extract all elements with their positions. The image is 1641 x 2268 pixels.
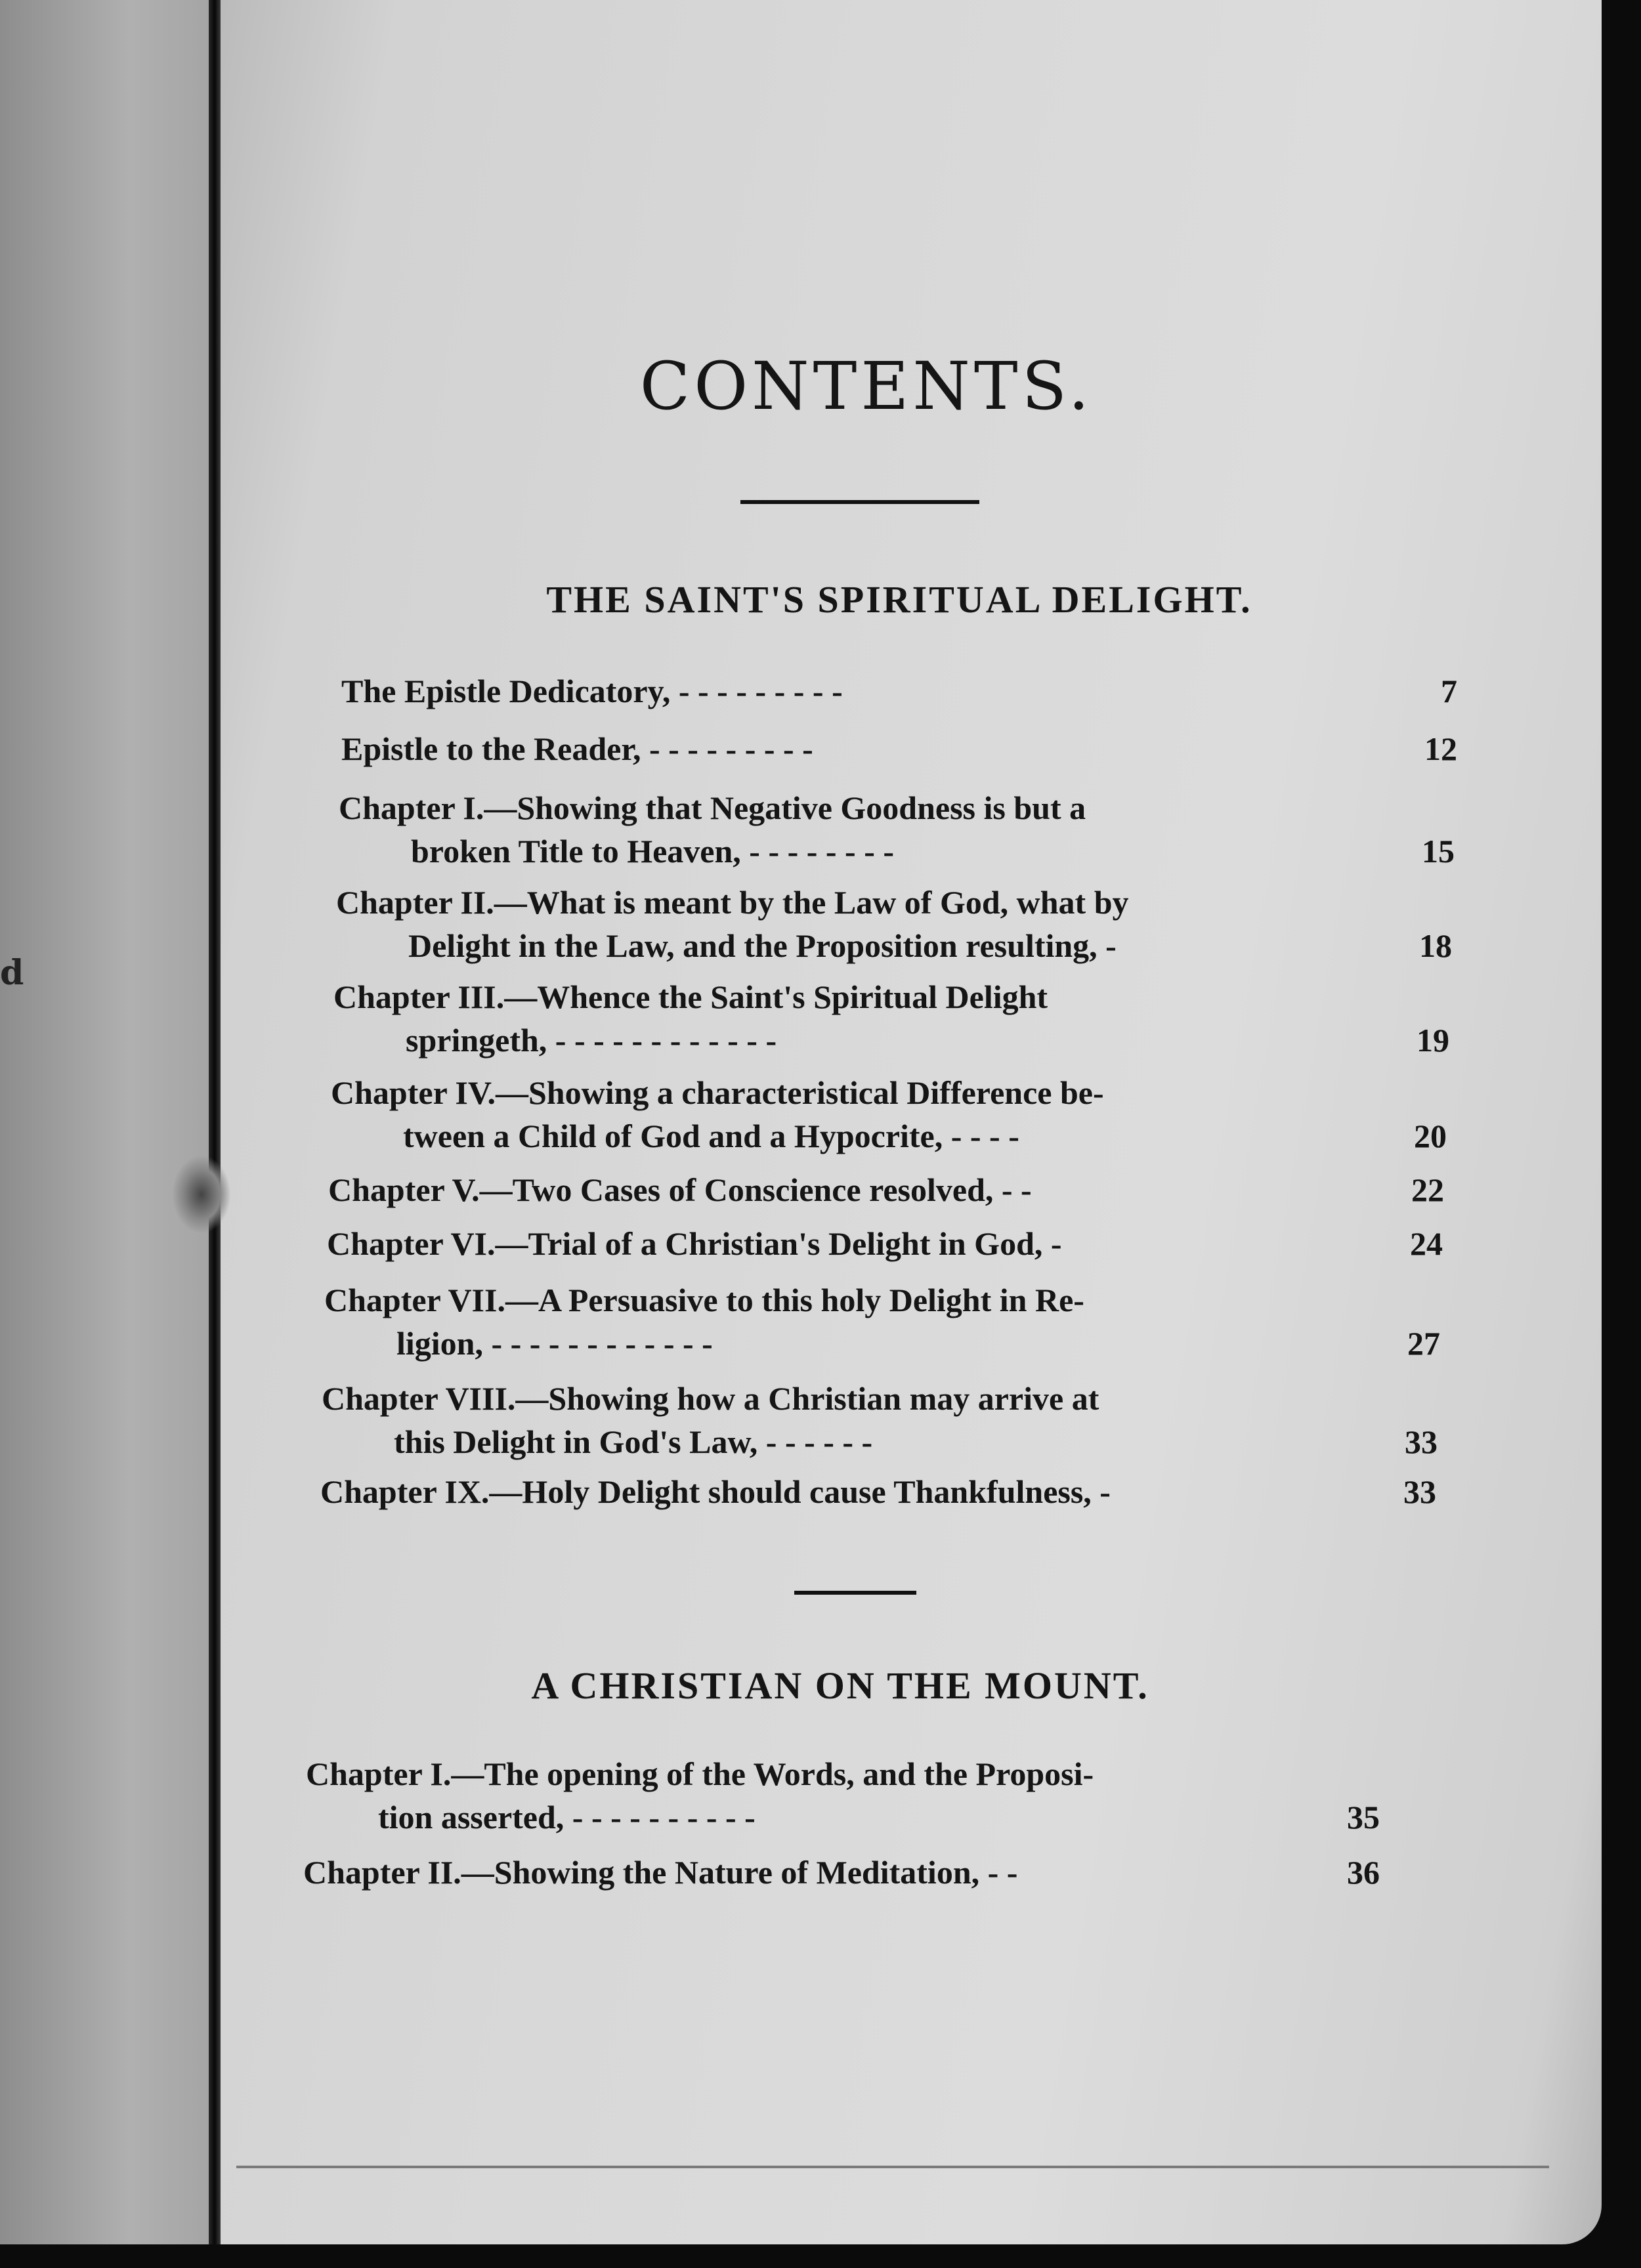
toc-entry-line: Chapter VIII.—Showing how a Christian may arrive at <box>322 1380 1099 1417</box>
toc-entry-line: Chapter III.—Whence the Saint's Spiritual Delight <box>333 978 1048 1015</box>
toc-entry-line: Epistle to the Reader, - - - - - - - - - <box>341 730 813 767</box>
toc-page-number: 18 <box>1419 927 1452 964</box>
toc-page-number: 36 <box>1347 1854 1380 1891</box>
toc-entry-line: this Delight in God's Law, - - - - - - <box>394 1423 873 1460</box>
toc-page-number: 19 <box>1417 1022 1449 1059</box>
toc-entry-line: springeth, - - - - - - - - - - - - <box>406 1022 777 1059</box>
section-divider <box>794 1591 916 1595</box>
toc-page-number: 20 <box>1414 1118 1447 1154</box>
toc-entry-line: Chapter I.—The opening of the Words, and the Proposi- <box>306 1755 1094 1792</box>
contents-page <box>276 0 1457 2244</box>
toc-entry-line: Chapter VII.—A Persuasive to this holy Delight in Re- <box>324 1282 1084 1318</box>
toc-entry <box>336 881 1452 967</box>
toc-entry <box>322 1377 1438 1463</box>
section-heading: THE SAINT'S SPIRITUAL DELIGHT. <box>546 578 1252 621</box>
toc-page-number: 12 <box>1424 730 1457 767</box>
toc-entry <box>341 669 1457 713</box>
toc-entry-line: Chapter IX.—Holy Delight should cause Thankfulness, - <box>320 1473 1111 1510</box>
toc-page-number: 22 <box>1411 1171 1444 1208</box>
page-title: CONTENTS. <box>639 348 1094 425</box>
toc-entry-line: tion asserted, - - - - - - - - - - <box>378 1799 756 1836</box>
toc-page-number: 35 <box>1347 1799 1380 1836</box>
toc-entry-line: Delight in the Law, and the Proposition resulting, - <box>408 927 1117 964</box>
toc-entry-line: tween a Child of God and a Hypocrite, - - - - <box>403 1118 1019 1154</box>
facing-page-edge <box>0 0 217 2244</box>
toc-page-number: 24 <box>1410 1225 1443 1262</box>
toc-entry-line: ligion, - - - - - - - - - - - - <box>396 1325 713 1362</box>
facing-page-text-fragment: d <box>0 953 24 993</box>
toc-entry-line: broken Title to Heaven, - - - - - - - - <box>411 833 895 870</box>
toc-page-number: 27 <box>1407 1325 1440 1362</box>
toc-entry <box>333 975 1449 1062</box>
toc-entry <box>303 1851 1380 1894</box>
toc-entry-line: Chapter VI.—Trial of a Christian's Delight in God, - <box>327 1225 1062 1262</box>
toc-entry-line: Chapter IV.—Showing a characteristical Difference be- <box>331 1074 1104 1111</box>
toc-page-number: 7 <box>1441 673 1457 709</box>
toc-entry <box>320 1470 1436 1513</box>
title-divider <box>740 500 979 504</box>
toc-entry-line: Chapter V.—Two Cases of Conscience resolved, - - <box>328 1171 1032 1208</box>
toc-entry-line: Chapter II.—Showing the Nature of Meditation, - - <box>303 1854 1018 1891</box>
section-heading: A CHRISTIAN ON THE MOUNT. <box>531 1664 1149 1707</box>
toc-entry-line: The Epistle Dedicatory, - - - - - - - - - <box>341 673 843 709</box>
toc-entry <box>328 1168 1444 1211</box>
binding-gutter <box>209 0 221 2244</box>
toc-page-number: 15 <box>1422 833 1455 870</box>
toc-entry <box>331 1071 1447 1158</box>
toc-page-number: 33 <box>1405 1423 1438 1460</box>
toc-entry-line: Chapter I.—Showing that Negative Goodness is but a <box>339 789 1086 826</box>
toc-entry <box>306 1752 1380 1839</box>
toc-entry <box>341 727 1457 770</box>
binding-stitch-mark <box>172 1155 231 1234</box>
toc-entry <box>327 1222 1443 1265</box>
toc-page-number: 33 <box>1403 1473 1436 1510</box>
toc-entry <box>324 1278 1440 1365</box>
toc-entry <box>339 786 1455 873</box>
toc-entry-line: Chapter II.—What is meant by the Law of God, what by <box>336 884 1129 921</box>
